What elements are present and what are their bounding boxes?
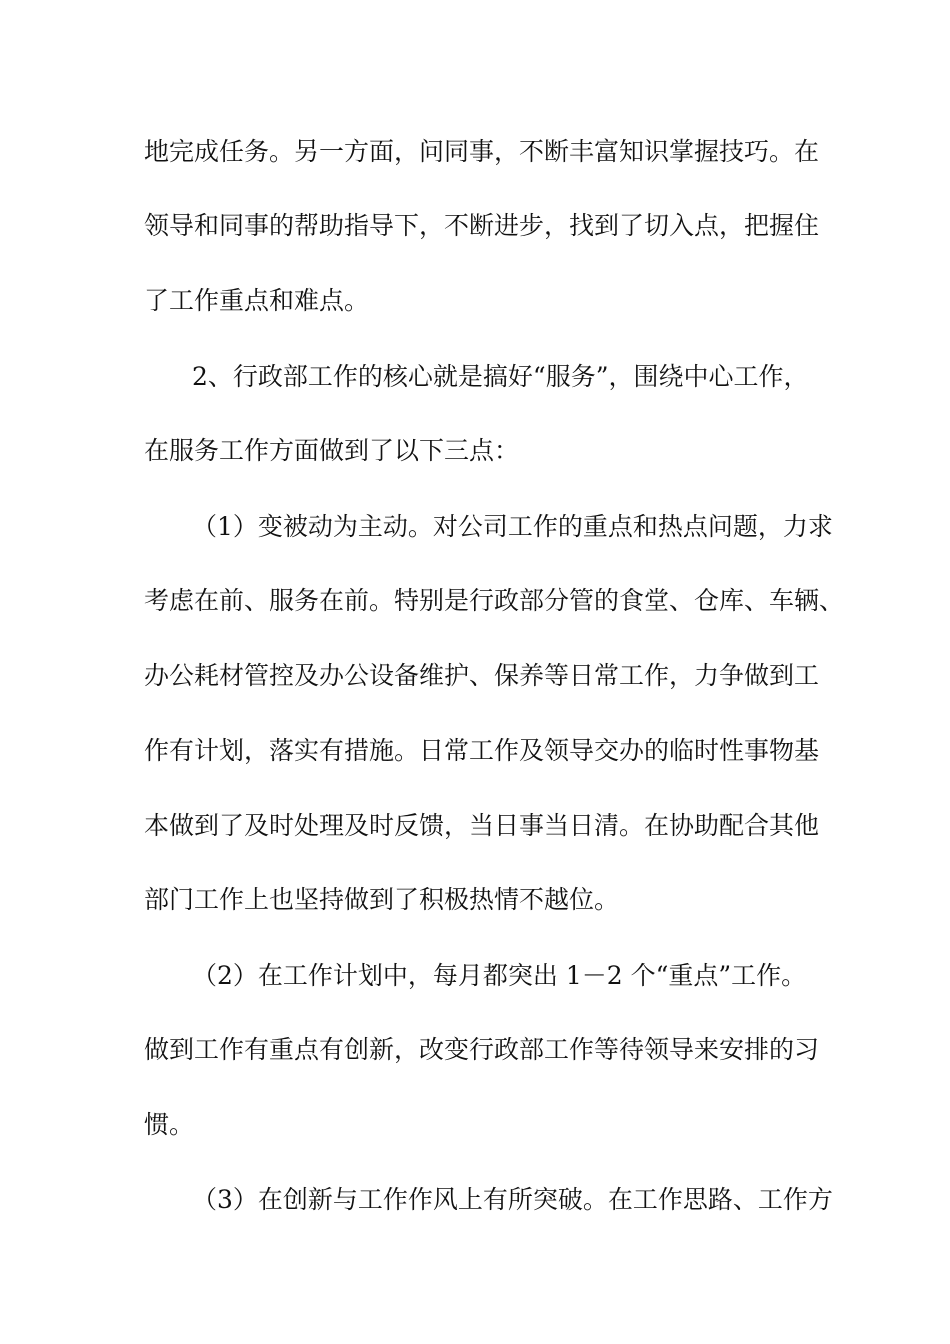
text-line: 办公耗材管控及办公设备维护、保养等日常工作，力争做到工 (144, 661, 820, 690)
text-line: （3）在创新与工作作风上有所突破。在工作思路、工作方 (192, 1185, 833, 1214)
text-line: 本做到了及时处理及时反馈，当日事当日清。在协助配合其他 (144, 811, 820, 840)
text-line: 考虑在前、服务在前。特别是行政部分管的食堂、仓库、车辆、 (144, 586, 845, 615)
text-line: 在服务工作方面做到了以下三点： (144, 436, 520, 465)
text-line: 做到工作有重点有创新，改变行政部工作等待领导来安排的习 (144, 1035, 820, 1064)
text-line: 2、行政部工作的核心就是搞好“服务”，围绕中心工作， (192, 362, 809, 391)
text-line: 领导和同事的帮助指导下，不断进步，找到了切入点，把握住 (144, 211, 820, 240)
text-line: 作有计划，落实有措施。日常工作及领导交办的临时性事物基 (144, 736, 820, 765)
text-line: （1）变被动为主动。对公司工作的重点和热点问题，力求 (192, 512, 833, 541)
text-line: 地完成任务。另一方面，问同事，不断丰富知识掌握技巧。在 (144, 137, 820, 166)
text-line: 了工作重点和难点。 (144, 286, 370, 315)
text-line: （2）在工作计划中，每月都突出 1－2 个“重点”工作。 (192, 961, 807, 990)
text-line: 部门工作上也坚持做到了积极热情不越位。 (144, 885, 620, 914)
text-line: 惯。 (144, 1110, 195, 1139)
